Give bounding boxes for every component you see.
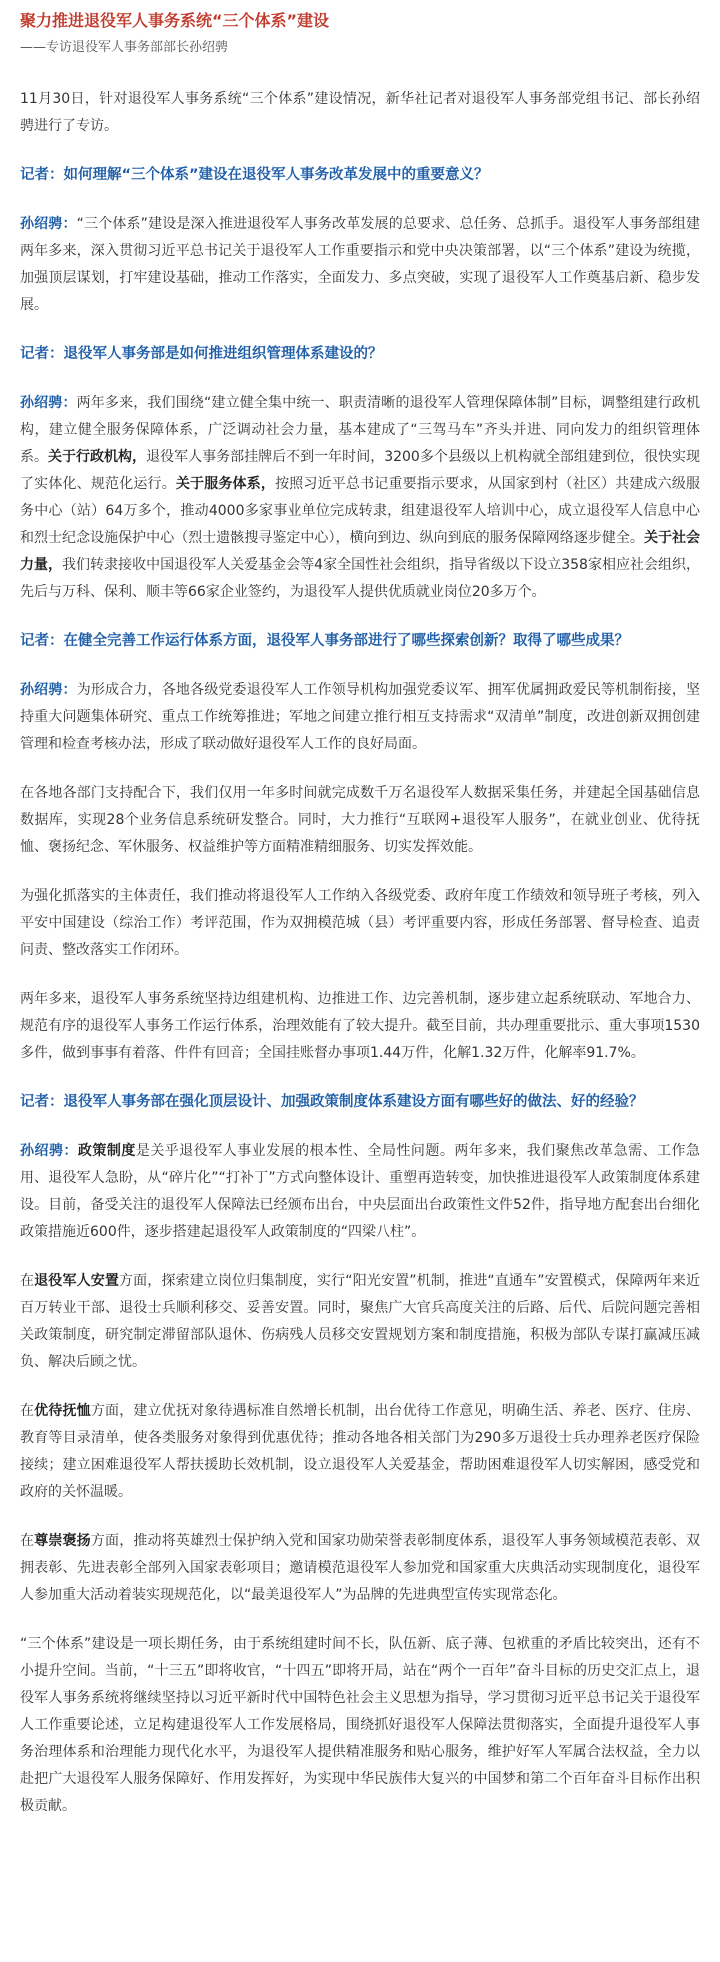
answer-4-bold-1: 政策制度 — [77, 1143, 136, 1159]
answer-4-text-4: 方面，推动将英雄烈士保护纳入党和国家功勋荣誉表彰制度体系，退役军人事务领域模范表彰、双拥表彰、先进表彰全部列入国家表彰项目；邀请模范退役军人参加党和国家重大庆典活动实现制度化，退役军人参加重大活动着装实现规范化，以“最美退役军人”为品牌的先进典型宣传实现常态化。 — [20, 1533, 701, 1603]
question-1: 记者：如何理解“三个体系”建设在退役军人事务改革发展中的重要意义？ — [20, 167, 489, 183]
article-title: 聚力推进退役军人事务系统“三个体系”建设 — [20, 11, 330, 30]
answer-2-bold-1: 关于行政机构， — [48, 449, 147, 465]
answer-2-text-1: 两年多来，我们围绕“建立健全集中统一、职责清晰的退役军人管理保障体制”目标，调整组建行政机构，建立健全服务保障体系，广泛调动社会力量，基本建成了“三驾马车”齐头并进、同向发力的组织管理体系。 — [20, 395, 700, 465]
answer-3-text-1: 为形成合力，各地各级党委退役军人工作领导机构加强党委议军、拥军优属拥政爱民等机制衔接，坚持重大问题集体研究、重点工作统筹推进；军地之间建立推行相互支持需求“双清单”制度，改进创新双拥创建管理和检查考核办法，形成了联动做好退役军人工作的良好局面。 — [20, 682, 701, 752]
answer-2-text-4: 我们转隶接收中国退役军人关爱基金会等4家全国性社会组织，指导省级以下设立358家相应社会组织，先后与万科、保利、顺丰等66家企业签约，为退役军人提供优质就业岗位20多万个。 — [20, 557, 700, 600]
answer-4-bold-3: 优待抚恤 — [34, 1403, 91, 1419]
question-4: 记者：退役军人事务部在强化顶层设计、加强政策制度体系建设方面有哪些好的做法、好的经验？ — [20, 1094, 644, 1110]
intro-paragraph: 11月30日，针对退役军人事务系统“三个体系”建设情况，新华社记者对退役军人事务部党组书记、部长孙绍骋进行了专访。 — [20, 91, 700, 134]
question-3: 记者：在健全完善工作运行体系方面，退役军人事务部进行了哪些探索创新？取得了哪些成果？ — [20, 633, 629, 649]
answer-4-paragraph-4 — [20, 1528, 700, 1609]
answer-4-bold-4: 尊崇褒扬 — [34, 1533, 91, 1549]
answer-3-paragraph-3: 为强化抓落实的主体责任，我们推动将退役军人工作纳入各级党委、政府年度工作绩效和领导班子考核，列入平安中国建设（综治工作）考评范围，作为双拥模范城（县）考评重要内容，形成任务部署、督导检查、追责问责、整改落实工作闭环。 — [20, 888, 700, 958]
speaker-label: 孙绍骋： — [20, 216, 77, 232]
answer-1 — [20, 211, 700, 319]
answer-4-paragraph-3 — [20, 1398, 700, 1506]
answer-4-bold-2: 退役军人安置 — [34, 1273, 120, 1289]
answer-4-pre-2: 在 — [20, 1273, 35, 1289]
answer-4-paragraph-2 — [20, 1268, 700, 1376]
answer-4-text-2: 方面，探索建立岗位归集制度，实行“阳光安置”机制，推进“直通车”安置模式，保障两年来近百万转业干部、退役士兵顺利移交、妥善安置。同时，聚焦广大官兵高度关注的后路、后代、后院问题完善相关政策制度，研究制定滞留部队退休、伤病残人员移交安置规划方案和制度措施，积极为部队专谋打赢减压减负、解决后顾之忧。 — [20, 1273, 701, 1370]
answer-2-text-3: 按照习近平总书记重要指示要求，从国家到村（社区）共建成六级服务中心（站）64万多个，推动4000多家事业单位完成转隶，组建退役军人培训中心，成立退役军人信息中心和烈士纪念设施保护中心（烈士遗骸搜寻鉴定中心），横向到边、纵向到底的服务保障网络逐步健全。 — [20, 476, 701, 546]
answer-2-bold-2: 关于服务体系， — [175, 476, 276, 492]
closing-paragraph: “三个体系”建设是一项长期任务，由于系统组建时间不长，队伍新、底子薄、包袱重的矛盾比较突出，还有不小提升空间。当前，“十三五”即将收官，“十四五”即将开局，站在“两个一百年”奋斗目标的历史交汇点上，退役军人事务系统将继续坚持以习近平新时代中国特色社会主义思想为指导，学习贯彻习近平总书记关于退役军人工作重要论述，立足构建退役军人工作发展格局，围绕抓好退役军人保障法贯彻落实，全面提升退役军人事务治理体系和治理能力现代化水平，为退役军人提供精准服务和贴心服务，维护好军人军属合法权益，全力以赴把广大退役军人服务保障好、作用发挥好，为实现中华民族伟大复兴的中国梦和第二个百年奋斗目标作出积极贡献。 — [20, 1636, 700, 1814]
speaker-label: 孙绍骋： — [20, 395, 77, 411]
answer-1-text: “三个体系”建设是深入推进退役军人事务改革发展的总要求、总任务、总抓手。退役军人事务部组建两年多来，深入贯彻习近平总书记关于退役军人工作重要指示和党中央决策部署，以“三个体系”建设为统揽，加强顶层谋划，打牢建设基础，推动工作落实，全面发力、多点突破，实现了退役军人工作奠基启新、稳步发展。 — [20, 216, 700, 313]
article-header — [0, 0, 720, 56]
speaker-label: 孙绍骋： — [20, 682, 77, 698]
answer-3-paragraph-1 — [20, 677, 700, 758]
answer-3-paragraph-2: 在各地各部门支持配合下，我们仅用一年多时间就完成数千万名退役军人数据采集任务，并建起全国基础信息数据库，实现28个业务信息系统研发整合。同时，大力推行“互联网+退役军人服务”，在就业创业、优待抚恤、褒扬纪念、军休服务、权益维护等方面精准精细服务、切实发挥效能。 — [20, 785, 700, 855]
answer-4-pre-4: 在 — [20, 1533, 35, 1549]
answer-4-pre-3: 在 — [20, 1403, 35, 1419]
answer-2-bold-3: 关于社会力量， — [20, 530, 700, 573]
answer-4-text-1: 是关乎退役军人事业发展的根本性、全局性问题。两年多来，我们聚焦改革急需、工作急用、退役军人急盼，从“碎片化”“打补丁”方式向整体设计、重塑再造转变，加快推进退役军人政策制度体系建设。目前，备受关注的退役军人保障法已经颁布出台，中央层面出台政策性文件52件，指导地方配套出台细化政策措施近600件，逐步搭建起退役军人政策制度的“四梁八柱”。 — [20, 1143, 701, 1240]
answer-4-paragraph-1 — [20, 1138, 700, 1246]
article-subtitle: ——专访退役军人事务部部长孙绍骋 — [20, 40, 229, 55]
answer-3-paragraph-4: 两年多来，退役军人事务系统坚持边组建机构、边推进工作、边完善机制，逐步建立起系统联动、军地合力、规范有序的退役军人事务工作运行体系，治理效能有了较大提升。截至目前，共办理重要批示、重大事项1530多件，做到事事有着落、件件有回音；全国挂账督办事项1.44万件，化解1.32万件，化解率91.7%。 — [20, 991, 700, 1061]
speaker-label: 孙绍骋： — [20, 1143, 78, 1159]
question-2: 记者：退役军人事务部是如何推进组织管理体系建设的？ — [20, 346, 383, 362]
answer-2 — [20, 390, 700, 606]
article-body — [0, 56, 720, 1820]
answer-4-text-3: 方面，建立优抚对象待遇标准自然增长机制，出台优待工作意见，明确生活、养老、医疗、住房、教育等目录清单，使各类服务对象得到优惠优待；推动各地各相关部门为290多万退役士兵办理养老医疗保险接续；建立困难退役军人帮扶援助长效机制，设立退役军人关爱基金，帮助困难退役军人切实解困，感受党和政府的关怀温暖。 — [20, 1403, 701, 1500]
answer-2-text-2: 退役军人事务部挂牌后不到一年时间，3200多个县级以上机构就全部组建到位，很快实现了实体化、规范化运行。 — [20, 449, 700, 492]
